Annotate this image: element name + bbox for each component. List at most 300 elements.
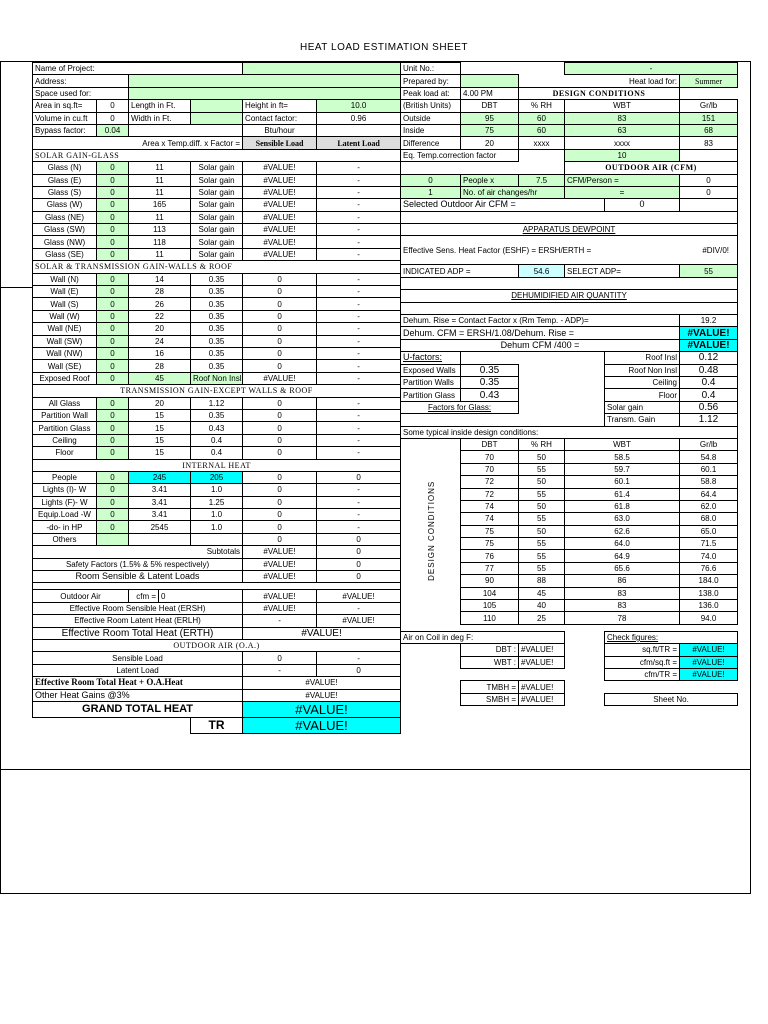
transmission-row-temp: 15 (129, 447, 191, 459)
cell (680, 149, 738, 161)
typical-row-grlb: 74.0 (680, 550, 738, 562)
internal-row-factor: 1.0 (191, 509, 243, 521)
wall-row-latent: - (317, 310, 401, 322)
transmission-row-label: Partition Glass (33, 422, 97, 434)
glass-row-sensible: #VALUE! (243, 199, 317, 211)
unit-no-value[interactable]: - (565, 63, 738, 75)
sheet-row (401, 315, 738, 327)
air-changes-label: No. of air changes/hr (461, 186, 565, 198)
outdoor-air-header: OUTDOOR AIR (O.A.) (33, 639, 401, 651)
coil-wbt-value: #VALUE! (519, 656, 565, 668)
rh-header: % RH (519, 100, 565, 112)
sheet-row (401, 186, 738, 198)
blank-row (401, 302, 738, 314)
difference-rh: xxxx (519, 137, 565, 149)
typical-row-dbt: 70 (461, 451, 519, 463)
glass-row-factor: Solar gain (191, 174, 243, 186)
roof-insl-label: Roof Insl (605, 352, 680, 364)
sheet-row (401, 265, 738, 277)
transmission-row-label: Partition Wall (33, 409, 97, 421)
wall-row-label: Wall (SE) (33, 360, 97, 372)
glass-row-factor: Solar gain (191, 162, 243, 174)
outside-rh[interactable]: 60 (519, 112, 565, 124)
glass-row-sensible: #VALUE! (243, 186, 317, 198)
internal-row-label: People (33, 471, 97, 483)
oa-latent-load-label: Latent Load (33, 664, 243, 676)
dehum-cfm400-value: #VALUE! (680, 339, 738, 351)
people-label: People x (461, 174, 519, 186)
internal-row-area[interactable]: 0 (97, 496, 129, 508)
transmission-row-sensible: 0 (243, 409, 317, 421)
glass-row-latent: - (317, 248, 401, 260)
sheet-row (33, 360, 401, 372)
exposed-walls-label: Exposed Walls (401, 364, 461, 376)
typical-dbt-header: DBT (461, 438, 519, 450)
blank-row (401, 211, 738, 223)
glass-row-label: Glass (SE) (33, 248, 97, 260)
tmbh-label: TMBH = (461, 681, 519, 693)
room-sensible: #VALUE! (243, 571, 317, 583)
wall-row-factor: 0.35 (191, 286, 243, 298)
sheet-row (401, 426, 738, 438)
transmission-row-temp: 15 (129, 422, 191, 434)
cell (565, 389, 605, 401)
erlh-label: Effective Room Latent Heat (ERLH) (33, 615, 243, 627)
wall-row-sensible: 0 (243, 273, 317, 285)
wall-row-sensible: 0 (243, 347, 317, 359)
wall-row-temp: 14 (129, 273, 191, 285)
typical-row-rh: 50 (519, 500, 565, 512)
glass-row-area[interactable]: 0 (97, 224, 129, 236)
transmission-row-temp: 15 (129, 409, 191, 421)
sheet-row (33, 174, 401, 186)
inside-wbt[interactable]: 63 (565, 124, 680, 136)
sheet-row (401, 112, 738, 124)
sheet-row (33, 323, 401, 335)
sheet-row (401, 302, 738, 314)
difference-label: Difference (401, 137, 461, 149)
typical-row-wbt: 65.6 (565, 562, 680, 574)
glass-row-area[interactable]: 0 (97, 186, 129, 198)
glass-row-sensible: #VALUE! (243, 174, 317, 186)
wall-row-area[interactable]: 0 (97, 335, 129, 347)
partition-walls-label: Partition Walls (401, 376, 461, 388)
ceiling-label: Ceiling (605, 376, 680, 388)
wall-row-factor: 0.35 (191, 360, 243, 372)
glass-row-area[interactable]: 0 (97, 211, 129, 223)
sheet-row (33, 546, 401, 558)
check-figures-label: Check figures: (605, 631, 738, 643)
internal-row-temp: 3.41 (129, 509, 191, 521)
smbh-label: SMBH = (461, 693, 519, 705)
sheet-row (33, 124, 401, 136)
sheet-row (33, 652, 401, 664)
glass-row-label: Glass (NE) (33, 211, 97, 223)
length-input[interactable] (191, 100, 243, 112)
sheet-row (401, 277, 738, 289)
inside-rh[interactable]: 60 (519, 124, 565, 136)
sheet-title: HEAT LOAD ESTIMATION SHEET (299, 42, 469, 53)
heat-load-for-value[interactable]: Summer (680, 75, 738, 87)
room-loads-label: Room Sensible & Latent Loads (33, 571, 243, 583)
cell (519, 376, 565, 388)
internal-row-area[interactable]: 0 (97, 521, 129, 533)
internal-row-area[interactable]: 0 (97, 471, 129, 483)
cell (565, 631, 605, 643)
transmission-row-area[interactable]: 0 (97, 422, 129, 434)
glass-row-area[interactable]: 0 (97, 174, 129, 186)
factors-glass-label: Factors for Glass: (401, 401, 519, 413)
coil-dbt-value: #VALUE! (519, 644, 565, 656)
glass-row-label: Glass (N) (33, 162, 97, 174)
prepared-by-label: Prepared by: (401, 75, 461, 87)
transmission-row-sensible: 0 (243, 447, 317, 459)
sheet-row (401, 290, 738, 302)
typical-row-rh: 25 (519, 612, 565, 624)
typical-row-dbt: 77 (461, 562, 519, 574)
internal-row-label: -do- in HP (33, 521, 97, 533)
cell (519, 389, 565, 401)
sheet-row (401, 149, 738, 161)
project-name-input[interactable] (243, 63, 401, 75)
transmission-row-latent: - (317, 409, 401, 421)
sheet-row (33, 590, 401, 602)
transmission-row-area[interactable]: 0 (97, 397, 129, 409)
sheet-row (401, 644, 738, 656)
internal-row-sensible: 0 (243, 496, 317, 508)
roof-area[interactable]: 0 (97, 372, 129, 384)
typical-row-dbt: 72 (461, 488, 519, 500)
safety-latent: 0 (317, 558, 401, 570)
internal-row-label: Lights (I)- W (33, 484, 97, 496)
glass-row-label: Glass (SW) (33, 224, 97, 236)
dehum-cfm-value: #VALUE! (680, 327, 738, 339)
wall-row-label: Wall (N) (33, 273, 97, 285)
cell (401, 693, 461, 705)
eshf-value: #DIV/0! (702, 245, 730, 255)
glass-row-label: Glass (S) (33, 186, 97, 198)
partition-glass-label: Partition Glass (401, 389, 461, 401)
typical-row-rh: 50 (519, 525, 565, 537)
wall-row-area[interactable]: 0 (97, 310, 129, 322)
typical-row-rh: 45 (519, 587, 565, 599)
other-gains-value: #VALUE! (243, 689, 401, 701)
typical-grlb-header: Gr/lb (680, 438, 738, 450)
wall-row-sensible: 0 (243, 286, 317, 298)
sheet-row (33, 286, 401, 298)
sheet-row (33, 484, 401, 496)
sheet-row (33, 186, 401, 198)
glass-row-factor: Solar gain (191, 248, 243, 260)
glass-row-area[interactable]: 0 (97, 162, 129, 174)
erlh-sensible: - (243, 615, 317, 627)
sheet-row (33, 310, 401, 322)
glass-row-factor: Solar gain (191, 186, 243, 198)
sqft-tr-label: sq.ft/TR = (605, 644, 680, 656)
outside-wbt[interactable]: 83 (565, 112, 680, 124)
sheet-row (33, 689, 401, 701)
typical-row-dbt: 76 (461, 550, 519, 562)
ufactors-label: U-factors: (401, 352, 461, 364)
glass-row-temp: 113 (129, 224, 191, 236)
glass-row-factor: Solar gain (191, 236, 243, 248)
typical-row-wbt: 64.0 (565, 538, 680, 550)
sheet-row (33, 422, 401, 434)
glass-row-sensible: #VALUE! (243, 162, 317, 174)
subtotals-label: Subtotals (33, 546, 243, 558)
wall-row-temp: 28 (129, 360, 191, 372)
selected-oa-value: 0 (605, 199, 680, 211)
inside-dbt[interactable]: 75 (461, 124, 519, 136)
glass-row-temp: 11 (129, 162, 191, 174)
others-label: Others (33, 533, 97, 545)
transmission-row-latent: - (317, 422, 401, 434)
frame-bottom-divider (0, 769, 751, 770)
cell (461, 352, 519, 364)
wall-row-sensible: 0 (243, 310, 317, 322)
grand-total-label: GRAND TOTAL HEAT (33, 701, 243, 717)
internal-row-area[interactable]: 0 (97, 484, 129, 496)
sheet-row (401, 162, 738, 174)
prepared-by-input[interactable] (461, 75, 519, 87)
sheet-row (33, 409, 401, 421)
wall-row-temp: 20 (129, 323, 191, 335)
outdoor-air-cfm-header: OUTDOOR AIR (CFM) (565, 162, 738, 174)
wall-row-sensible: 0 (243, 298, 317, 310)
dehum-cfm-label: Dehum. CFM = ERSH/1.08/Dehum. Rise = (401, 327, 680, 339)
design-conditions-header: DESIGN CONDITIONS (519, 87, 680, 99)
oa-sensible-load-latent: - (317, 652, 401, 664)
eq-temp-value[interactable]: 10 (565, 149, 680, 161)
dehum-rise-value: 19.2 (680, 315, 738, 327)
roof-label: Exposed Roof (33, 372, 97, 384)
wbt-header: WBT (565, 100, 680, 112)
heat-load-for-label: Heat load for: (628, 76, 677, 86)
wall-row-factor: 0.35 (191, 335, 243, 347)
internal-row-factor: 1.0 (191, 484, 243, 496)
oa-sensible-load-value: 0 (243, 652, 317, 664)
selected-oa-label: Selected Outdoor Air CFM = (401, 199, 605, 211)
sheet-row (401, 364, 738, 376)
height-value[interactable]: 10.0 (317, 100, 401, 112)
transmission-row-factor: 0.4 (191, 447, 243, 459)
btu-hour-label: Btu/hour (243, 124, 317, 136)
internal-row-factor: 1.25 (191, 496, 243, 508)
glass-row-temp: 165 (129, 199, 191, 211)
typical-row-grlb: 58.8 (680, 476, 738, 488)
sheet-row (401, 137, 738, 149)
glass-row-sensible: #VALUE! (243, 211, 317, 223)
cfm-person-value[interactable]: 7.5 (519, 174, 565, 186)
typical-row-grlb: 65.0 (680, 525, 738, 537)
wall-row-area[interactable]: 0 (97, 323, 129, 335)
outside-label: Outside (401, 112, 461, 124)
wall-row-factor: 0.35 (191, 347, 243, 359)
others-sensible: 0 (243, 533, 317, 545)
grlb-header: Gr/lb (680, 100, 738, 112)
safety-factor-label: Safety Factors (1.5% & 5% respectively) (33, 558, 243, 570)
typical-row-grlb: 54.8 (680, 451, 738, 463)
transmission-row-area[interactable]: 0 (97, 447, 129, 459)
transmission-row-temp: 20 (129, 397, 191, 409)
tmbh-value: #VALUE! (519, 681, 565, 693)
sheet-row (33, 509, 401, 521)
wall-row-area[interactable]: 0 (97, 273, 129, 285)
typical-row-rh: 88 (519, 575, 565, 587)
glass-row-latent: - (317, 236, 401, 248)
transmission-row-area[interactable]: 0 (97, 434, 129, 446)
space-input[interactable] (129, 87, 401, 99)
typical-row-grlb: 68.0 (680, 513, 738, 525)
design-conditions-vertical: DESIGN CONDITIONS (426, 481, 436, 582)
internal-row-sensible: 0 (243, 471, 317, 483)
internal-row-latent: - (317, 521, 401, 533)
glass-row-area[interactable]: 0 (97, 248, 129, 260)
coil-wbt-label: WBT : (461, 656, 519, 668)
internal-row-factor: 205 (191, 471, 243, 483)
sheet-row (401, 693, 738, 705)
sheet-row (33, 137, 401, 149)
typical-row-rh: 50 (519, 476, 565, 488)
width-input[interactable] (191, 112, 243, 124)
sheet-row (33, 664, 401, 676)
glass-row-sensible: #VALUE! (243, 248, 317, 260)
air-changes-value[interactable]: 1 (401, 186, 461, 198)
internal-row-latent: 0 (317, 471, 401, 483)
wall-row-area[interactable]: 0 (97, 347, 129, 359)
subtotals-latent: 0 (317, 546, 401, 558)
safety-sensible: #VALUE! (243, 558, 317, 570)
glass-row-temp: 11 (129, 211, 191, 223)
cell (129, 124, 243, 136)
cell (129, 533, 191, 545)
transmission-row-sensible: 0 (243, 434, 317, 446)
sheet-row (401, 327, 738, 339)
typical-row-wbt: 78 (565, 612, 680, 624)
area-value: 0 (97, 100, 129, 112)
transmission-row-area[interactable]: 0 (97, 409, 129, 421)
wall-row-latent: - (317, 323, 401, 335)
wall-row-area[interactable]: 0 (97, 298, 129, 310)
outside-dbt[interactable]: 95 (461, 112, 519, 124)
wall-row-factor: 0.35 (191, 310, 243, 322)
address-label: Address: (33, 75, 129, 87)
dehum-cfm400-label: Dehum CFM /400 = (401, 339, 680, 351)
wall-row-area[interactable]: 0 (97, 360, 129, 372)
cell (565, 401, 605, 413)
other-gains-label: Other Heat Gains @3% (33, 689, 243, 701)
sheet-row (401, 100, 738, 112)
sheet-row (33, 583, 401, 590)
typical-row-grlb: 138.0 (680, 587, 738, 599)
typical-row-rh: 55 (519, 488, 565, 500)
sheet-row (33, 162, 401, 174)
sheet-row (33, 571, 401, 583)
others-area[interactable] (97, 533, 129, 545)
internal-row-sensible: 0 (243, 484, 317, 496)
sheet-row (33, 372, 401, 384)
wall-row-label: Wall (NE) (33, 323, 97, 335)
cell (519, 352, 565, 364)
oa-cfm-value: 0 (159, 590, 243, 602)
glass-row-temp: 11 (129, 186, 191, 198)
typical-row-rh: 55 (519, 562, 565, 574)
sheet-row (33, 496, 401, 508)
transmission-row-factor: 0.35 (191, 409, 243, 421)
transmission-row-label: All Glass (33, 397, 97, 409)
ert-oa-value: #VALUE! (243, 677, 401, 689)
glass-row-area[interactable]: 0 (97, 199, 129, 211)
sheet-row (33, 558, 401, 570)
transmission-row-temp: 15 (129, 434, 191, 446)
glass-row-factor: Solar gain (191, 224, 243, 236)
typical-row-dbt: 105 (461, 600, 519, 612)
roof-insl-value: 0.12 (680, 352, 738, 364)
typical-row-wbt: 61.4 (565, 488, 680, 500)
sheet-row (401, 211, 738, 223)
internal-row-area[interactable]: 0 (97, 509, 129, 521)
sheet-row (401, 438, 738, 450)
wall-row-latent: - (317, 360, 401, 372)
cfm-sqft-label: cfm/sq.ft = (605, 656, 680, 668)
typical-row-wbt: 64.9 (565, 550, 680, 562)
sheet-row (401, 339, 738, 351)
eshf-row (401, 236, 738, 265)
glass-row-area[interactable]: 0 (97, 236, 129, 248)
cell (519, 149, 565, 161)
sheet-row (401, 174, 738, 186)
grand-total-value: #VALUE! (243, 701, 401, 717)
solar-walls-header: SOLAR & TRANSMISSION GAIN-WALLS & ROOF (33, 261, 401, 273)
address-input[interactable] (129, 75, 401, 87)
people-value[interactable]: 0 (401, 174, 461, 186)
contact-factor-value: 0.96 (317, 112, 401, 124)
select-adp-value[interactable]: 55 (680, 265, 738, 277)
cfm-person-result: 0 (680, 174, 738, 186)
sheet-row (33, 199, 401, 211)
cell (401, 644, 461, 656)
erth-label: Effective Room Total Heat (ERTH) (33, 627, 243, 639)
cfm-tr-value: #VALUE! (680, 668, 738, 680)
glass-row-label: Glass (NW) (33, 236, 97, 248)
transmission-header: TRANSMISSION GAIN-EXCEPT WALLS & ROOF (33, 385, 401, 397)
cell (461, 63, 565, 75)
indicated-adp-value: 54.6 (519, 265, 565, 277)
wall-row-area[interactable]: 0 (97, 286, 129, 298)
sheet-row (33, 434, 401, 446)
volume-label: Volume in cu.ft (33, 112, 97, 124)
sheet-row (33, 459, 401, 471)
sheet-row (33, 211, 401, 223)
project-name-label: Name of Project: (33, 63, 243, 75)
transmission-row-label: Ceiling (33, 434, 97, 446)
internal-row-latent: - (317, 484, 401, 496)
cell (565, 693, 605, 705)
typical-row-rh: 55 (519, 550, 565, 562)
sheet-row (401, 87, 738, 99)
typical-row-grlb: 184.0 (680, 575, 738, 587)
typical-row-dbt: 110 (461, 612, 519, 624)
sheet-row (33, 677, 401, 689)
transmission-row-label: Floor (33, 447, 97, 459)
typical-row-wbt: 83 (565, 600, 680, 612)
sheet-row (33, 248, 401, 260)
cfm-tr-label: cfm/TR = (605, 668, 680, 680)
inside-grlb: 68 (680, 124, 738, 136)
wall-row-factor: 0.35 (191, 298, 243, 310)
cell (317, 124, 401, 136)
sheet-row (401, 681, 738, 693)
